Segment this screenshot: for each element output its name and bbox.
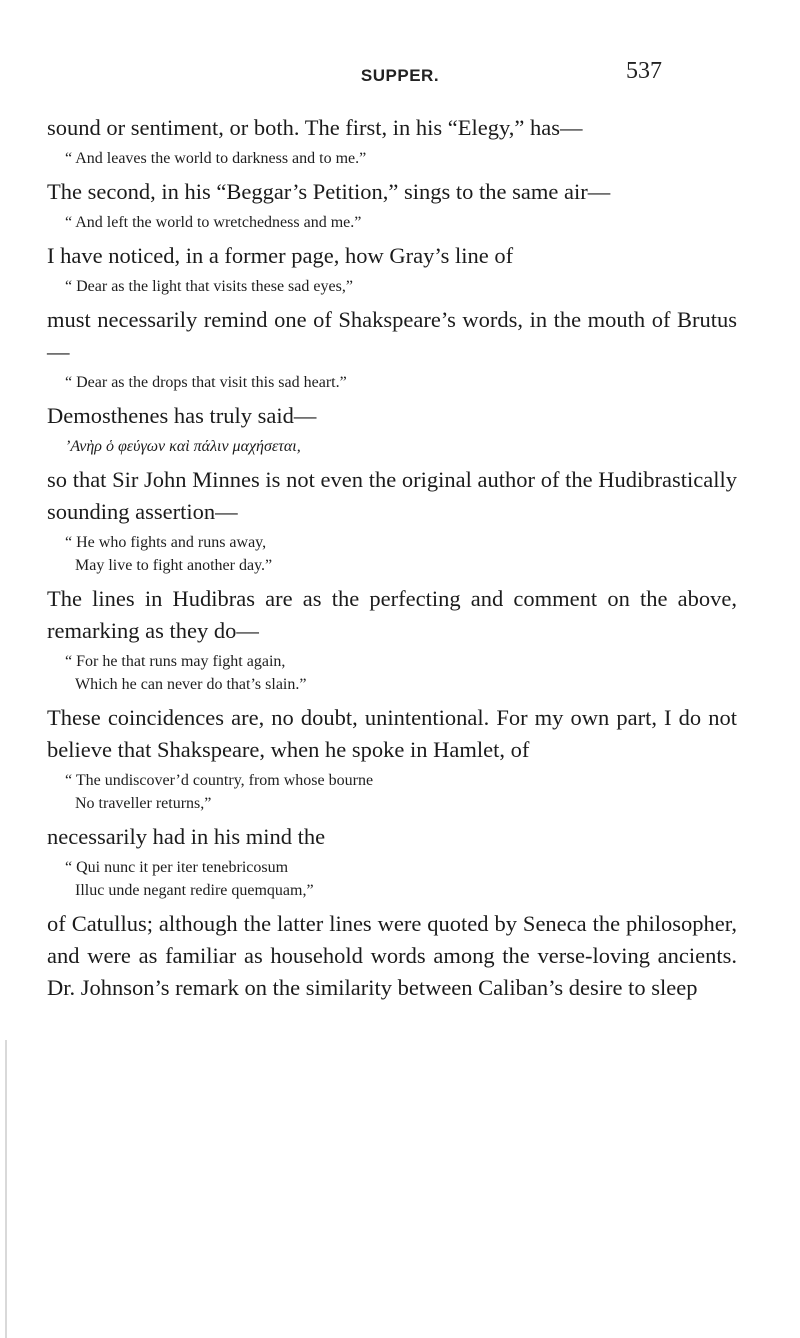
quote-line: “ And left the world to wretchedness and me.”	[65, 214, 362, 231]
paragraph: so that Sir John Minnes is not even the original author of the Hudibrastically sounding assertion—	[47, 467, 737, 524]
quote-line: “ Qui nunc it per iter tenebricosum	[65, 859, 289, 876]
quote-line: Which he can never do that’s slain.”	[75, 676, 307, 693]
paragraph: I have noticed, in a former page, how Gray’s line of	[47, 243, 514, 268]
quote-line: “ Dear as the drops that visit this sad heart.”	[65, 374, 347, 391]
block-quote	[65, 371, 737, 394]
paragraph: of Catullus; although the latter lines were quoted by Seneca the philosopher, and were as familiar as household words among the verse-loving ancients. Dr. Johnson’s remark on the similarity between Caliban’s desire to sleep	[47, 911, 737, 1000]
block-quote	[65, 147, 737, 170]
quote-line: “ The undiscover’d country, from whose bourne	[65, 772, 374, 789]
paragraph: necessarily had in his mind the	[47, 824, 326, 849]
paragraph: The lines in Hudibras are as the perfecting and comment on the above, remarking as they do—	[47, 586, 737, 643]
quote-line: “ For he that runs may fight again,	[65, 653, 286, 670]
quote-line: “ Dear as the light that visits these sad eyes,”	[65, 278, 353, 295]
quote-line: Illuc unde negant redire quemquam,”	[75, 882, 314, 899]
block-quote	[65, 856, 737, 902]
quote-line: No traveller returns,”	[75, 795, 212, 812]
block-quote	[65, 211, 737, 234]
block-quote	[65, 531, 737, 577]
paragraph: Demosthenes has truly said—	[47, 403, 317, 428]
quote-line: “ And leaves the world to darkness and to me.”	[65, 150, 367, 167]
greek-quote: ’Ανὴρ ὁ φεύγων καὶ πάλιν μαχήσεται,	[65, 438, 301, 455]
paragraph: These coincidences are, no doubt, unintentional. For my own part, I do not believe that Shakspeare, when he spoke in Hamlet, of	[47, 705, 737, 762]
paragraph: sound or sentiment, or both. The first, in his “Elegy,” has—	[47, 115, 583, 140]
quote-line: “ He who fights and runs away,	[65, 534, 267, 551]
page-edge-shadow	[5, 1040, 7, 1338]
body-text	[47, 112, 737, 1004]
running-head: SUPPER.	[360, 66, 440, 85]
paragraph: The second, in his “Beggar’s Petition,” sings to the same air—	[47, 179, 611, 204]
paragraph: must necessarily remind one of Shakspeare’s words, in the mouth of Brutus—	[47, 307, 737, 364]
page-number: 537	[626, 58, 662, 84]
quote-line: May live to fight another day.”	[75, 557, 273, 574]
block-quote	[65, 650, 737, 696]
block-quote	[65, 769, 737, 815]
block-quote	[65, 275, 737, 298]
